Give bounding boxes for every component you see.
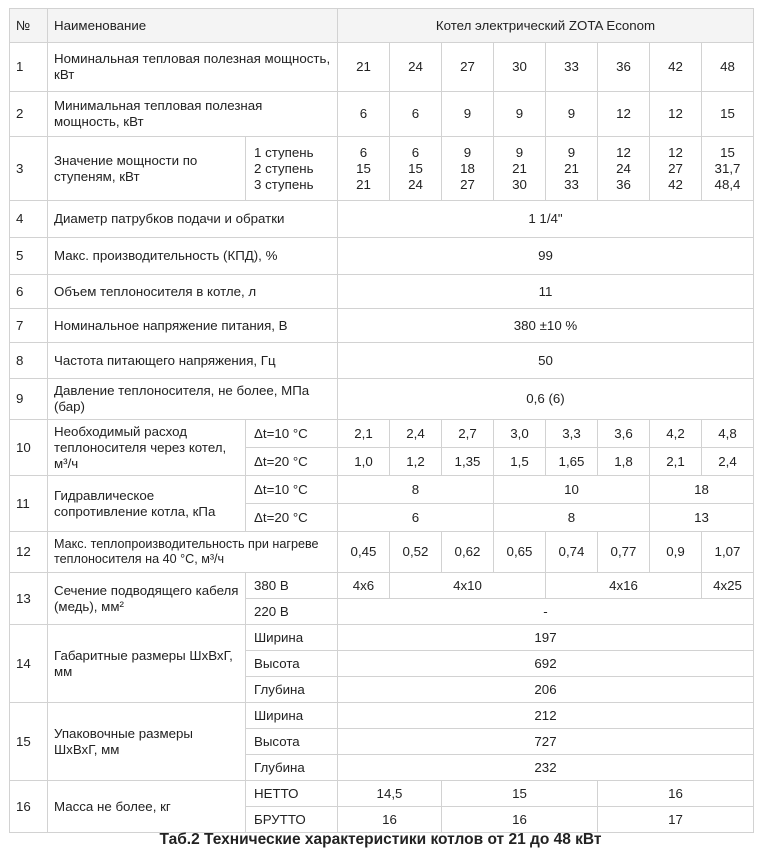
table-row: [10, 137, 754, 201]
value-cell: 1,2: [390, 448, 442, 476]
value-cell: 9: [463, 144, 472, 160]
row-number: 13: [10, 573, 48, 625]
table-row: [10, 625, 754, 651]
table-row: [10, 379, 754, 420]
stage-label: 1 ступень: [254, 144, 314, 160]
value-cell: 13: [650, 504, 754, 532]
table-row: [10, 92, 754, 137]
sub-label: НЕТТО: [246, 781, 338, 807]
value-cell: 6: [411, 144, 420, 160]
value-cell: 18: [650, 476, 754, 504]
value-cell: 2,1: [338, 420, 390, 448]
sub-label: Δt=10 °С: [246, 420, 338, 448]
value-cell: 1 1/4": [338, 201, 754, 238]
value-cell: 16: [338, 807, 442, 833]
value-cell: 21: [512, 160, 527, 176]
sub-label: 220 В: [246, 599, 338, 625]
row-name: Гидравлическое сопротивление котла, кПа: [48, 476, 246, 532]
value-cell: 15: [356, 160, 371, 176]
row-number: 5: [10, 238, 48, 275]
value-cell: 6: [338, 92, 390, 137]
row-number: 9: [10, 379, 48, 420]
value-cell: 1,07: [702, 532, 754, 573]
value-cell: 692: [338, 651, 754, 677]
value-cell: 727: [338, 729, 754, 755]
value-cell: 8: [338, 476, 494, 504]
value-cell: 12: [598, 92, 650, 137]
value-cell: 30: [494, 43, 546, 92]
sub-label: Глубина: [246, 677, 338, 703]
row-name: Масса не более, кг: [48, 781, 246, 833]
value-cell: 27: [460, 176, 475, 192]
row-name: Сечение подводящего кабеля (медь), мм²: [48, 573, 246, 625]
row-number: 14: [10, 625, 48, 703]
table-row: [10, 201, 754, 238]
value-cell: 4х6: [338, 573, 390, 599]
value-cell: 21: [356, 176, 371, 192]
stage-label: 3 ступень: [254, 176, 314, 192]
value-cell: 1,5: [494, 448, 546, 476]
table-row: [10, 573, 754, 599]
row-name: Макс. теплопроизводительность при нагреве теплоносителя на 40 °С, м³/ч: [48, 532, 338, 573]
sub-label: БРУТТО: [246, 807, 338, 833]
value-cell: 0,62: [442, 532, 494, 573]
value-cell: 1,65: [546, 448, 598, 476]
stage-values: [546, 137, 598, 201]
sub-label: Высота: [246, 729, 338, 755]
value-cell: 15: [408, 160, 423, 176]
value-cell: 18: [460, 160, 475, 176]
value-cell: -: [338, 599, 754, 625]
table-row: [10, 238, 754, 275]
value-cell: 380 ±10 %: [338, 309, 754, 343]
value-cell: 15: [442, 781, 598, 807]
stage-labels: [246, 137, 338, 201]
sub-label: Ширина: [246, 703, 338, 729]
value-cell: 2,1: [650, 448, 702, 476]
value-cell: 17: [598, 807, 754, 833]
value-cell: 0,45: [338, 532, 390, 573]
row-number: 6: [10, 275, 48, 309]
value-cell: 99: [338, 238, 754, 275]
value-cell: 1,0: [338, 448, 390, 476]
value-cell: 3,0: [494, 420, 546, 448]
header-row: [10, 9, 754, 43]
value-cell: 15: [720, 144, 735, 160]
sub-label: Ширина: [246, 625, 338, 651]
header-name: Наименование: [48, 9, 338, 43]
value-cell: 197: [338, 625, 754, 651]
value-cell: 4,8: [702, 420, 754, 448]
row-number: 15: [10, 703, 48, 781]
sub-label: Δt=20 °С: [246, 448, 338, 476]
row-number: 8: [10, 343, 48, 379]
row-name: Давление теплоносителя, не более, МПа (бар): [48, 379, 338, 420]
table-row: [10, 532, 754, 573]
row-name: Диаметр патрубков подачи и обратки: [48, 201, 338, 238]
value-cell: 0,9: [650, 532, 702, 573]
value-cell: 2,7: [442, 420, 494, 448]
value-cell: 42: [650, 43, 702, 92]
value-cell: 1,8: [598, 448, 650, 476]
value-cell: 9: [567, 144, 576, 160]
row-number: 11: [10, 476, 48, 532]
row-number: 16: [10, 781, 48, 833]
value-cell: 4х16: [546, 573, 702, 599]
row-name: Объем теплоносителя в котле, л: [48, 275, 338, 309]
value-cell: 27: [668, 160, 683, 176]
table-row: [10, 43, 754, 92]
value-cell: 0,65: [494, 532, 546, 573]
value-cell: 4х25: [702, 573, 754, 599]
row-name: Габаритные размеры ШхВхГ, мм: [48, 625, 246, 703]
table-row: [10, 476, 754, 504]
row-name: Макс. производительность (КПД), %: [48, 238, 338, 275]
value-cell: 12: [668, 144, 683, 160]
value-cell: 212: [338, 703, 754, 729]
value-cell: 0,77: [598, 532, 650, 573]
value-cell: 6: [338, 504, 494, 532]
header-product: Котел электрический ZOTA Econom: [338, 9, 754, 43]
value-cell: 6: [359, 144, 368, 160]
row-name: Номинальное напряжение питания, В: [48, 309, 338, 343]
row-number: 12: [10, 532, 48, 573]
row-number: 1: [10, 43, 48, 92]
table-row: [10, 343, 754, 379]
stage-label: 2 ступень: [254, 160, 314, 176]
value-cell: 31,7: [714, 160, 741, 176]
value-cell: 30: [512, 176, 527, 192]
value-cell: 4,2: [650, 420, 702, 448]
header-num: №: [10, 9, 48, 43]
value-cell: 33: [546, 43, 598, 92]
stage-values: [390, 137, 442, 201]
value-cell: 9: [494, 92, 546, 137]
value-cell: 9: [515, 144, 524, 160]
value-cell: 24: [616, 160, 631, 176]
value-cell: 24: [408, 176, 423, 192]
value-cell: 2,4: [702, 448, 754, 476]
sub-label: Высота: [246, 651, 338, 677]
value-cell: 36: [598, 43, 650, 92]
stage-values: [598, 137, 650, 201]
value-cell: 0,52: [390, 532, 442, 573]
value-cell: 4х10: [390, 573, 546, 599]
row-name: Упаковочные размеры ШхВхГ, мм: [48, 703, 246, 781]
value-cell: 14,5: [338, 781, 442, 807]
table-row: [10, 781, 754, 807]
value-cell: 9: [442, 92, 494, 137]
sub-label: Глубина: [246, 755, 338, 781]
value-cell: 6: [390, 92, 442, 137]
value-cell: 48: [702, 43, 754, 92]
row-number: 2: [10, 92, 48, 137]
value-cell: 9: [546, 92, 598, 137]
value-cell: 33: [564, 176, 579, 192]
value-cell: 21: [564, 160, 579, 176]
row-name: Необходимый расход теплоносителя через котел, м³/ч: [48, 420, 246, 476]
sub-label: Δt=20 °С: [246, 504, 338, 532]
value-cell: 16: [598, 781, 754, 807]
value-cell: 12: [616, 144, 631, 160]
value-cell: 206: [338, 677, 754, 703]
table-row: [10, 420, 754, 448]
table-row: [10, 309, 754, 343]
stage-values: [338, 137, 390, 201]
value-cell: 12: [650, 92, 702, 137]
table-row: [10, 703, 754, 729]
value-cell: 24: [390, 43, 442, 92]
value-cell: 3,6: [598, 420, 650, 448]
value-cell: 0,74: [546, 532, 598, 573]
value-cell: 48,4: [714, 176, 741, 192]
value-cell: 50: [338, 343, 754, 379]
value-cell: 42: [668, 176, 683, 192]
value-cell: 3,3: [546, 420, 598, 448]
stage-values: [494, 137, 546, 201]
table-caption: Таб.2 Технические характеристики котлов от 21 до 48 кВт: [159, 831, 602, 848]
value-cell: 10: [494, 476, 650, 504]
specifications-table: [9, 8, 754, 833]
value-cell: 21: [338, 43, 390, 92]
stage-values: [650, 137, 702, 201]
value-cell: 15: [702, 92, 754, 137]
row-name: Частота питающего напряжения, Гц: [48, 343, 338, 379]
row-number: 10: [10, 420, 48, 476]
stage-values: [702, 137, 754, 201]
row-number: 3: [10, 137, 48, 201]
table-row: [10, 275, 754, 309]
value-cell: 11: [338, 275, 754, 309]
value-cell: 27: [442, 43, 494, 92]
sub-label: 380 В: [246, 573, 338, 599]
value-cell: 0,6 (6): [338, 379, 754, 420]
value-cell: 2,4: [390, 420, 442, 448]
row-number: 4: [10, 201, 48, 238]
sub-label: Δt=10 °С: [246, 476, 338, 504]
row-name: Значение мощности по ступеням, кВт: [48, 137, 246, 201]
row-name: Номинальная тепловая полезная мощность, кВт: [48, 43, 338, 92]
value-cell: 16: [442, 807, 598, 833]
value-cell: 232: [338, 755, 754, 781]
row-name: Минимальная тепловая полезная мощность, кВт: [48, 92, 338, 137]
stage-values: [442, 137, 494, 201]
row-number: 7: [10, 309, 48, 343]
value-cell: 36: [616, 176, 631, 192]
value-cell: 8: [494, 504, 650, 532]
value-cell: 1,35: [442, 448, 494, 476]
